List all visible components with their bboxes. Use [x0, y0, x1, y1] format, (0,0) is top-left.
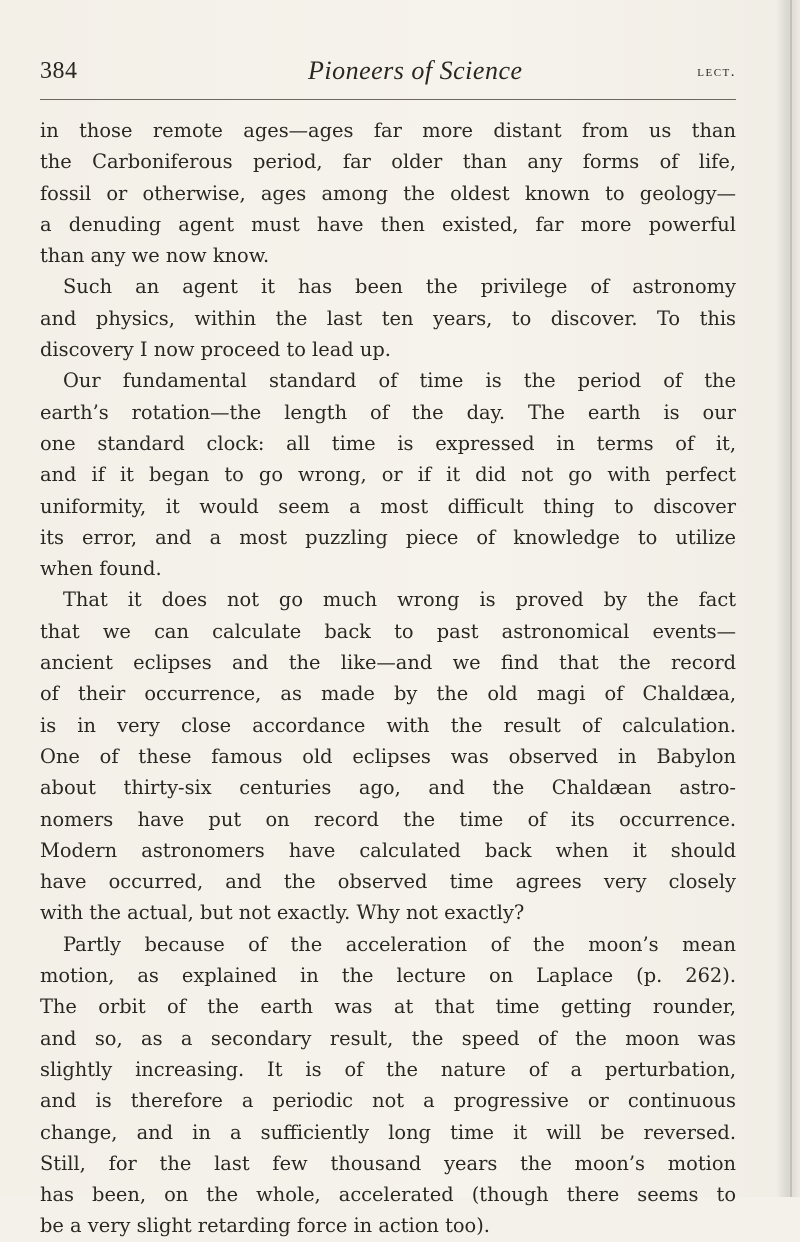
- text-line: Such an agent it has been the privilege of astronomy: [63, 275, 736, 299]
- text-line: slightly increasing. It is of the nature of a perturbation,: [40, 1057, 736, 1081]
- text-line: change, and in a sufficiently long time it will be reversed.: [40, 1120, 736, 1144]
- text-line: Modern astronomers have calculated back when it should: [40, 838, 736, 862]
- running-header: [40, 56, 736, 92]
- text-line: one standard clock: all time is expressed in terms of it,: [40, 431, 736, 455]
- text-line: motion, as explained in the lecture on Laplace (p. 262).: [40, 964, 736, 988]
- text-line: be a very slight retarding force in action too).: [40, 1214, 490, 1238]
- text-line: and so, as a secondary result, the speed of the moon was: [40, 1026, 736, 1050]
- running-title: Pioneers of Science: [308, 56, 523, 85]
- text-line: of their occurrence, as made by the old magi of Chaldæa,: [40, 682, 736, 706]
- text-line: fossil or otherwise, ages among the oldest known to geology—: [40, 181, 736, 205]
- text-line: when found.: [40, 557, 162, 581]
- text-line: have occurred, and the observed time agrees very closely: [40, 870, 736, 894]
- text-line: ancient eclipses and the like—and we find that the record: [40, 651, 736, 675]
- text-line: in those remote ages—ages far more distant from us than: [40, 119, 736, 142]
- text-line: Still, for the last few thousand years the moon’s motion: [40, 1151, 736, 1175]
- text-line: and is therefore a periodic not a progressive or continuous: [40, 1089, 736, 1113]
- text-line: has been, on the whole, accelerated (though there seems to: [40, 1183, 736, 1207]
- text-line: with the actual, but not exactly. Why not exactly?: [40, 901, 525, 925]
- header-rule: [40, 99, 736, 100]
- text-line: and physics, within the last ten years, to discover. To this: [40, 306, 736, 330]
- text-line: nomers have put on record the time of its occurrence.: [40, 807, 736, 831]
- text-line: than any we now know.: [40, 244, 270, 268]
- text-line: uniformity, it would seem a most difficult thing to discover: [40, 494, 736, 518]
- text-line: One of these famous old eclipses was observed in Babylon: [40, 744, 736, 768]
- text-line: The orbit of the earth was at that time getting rounder,: [40, 995, 736, 1019]
- text-line: Our fundamental standard of time is the period of the: [63, 369, 736, 393]
- text-line: and if it began to go wrong, or if it did not go with perfect: [40, 463, 736, 487]
- text-line: a denuding agent must have then existed, far more powerful: [40, 212, 736, 236]
- page-edge: [790, 0, 792, 1197]
- text-line: Partly because of the acceleration of the moon’s mean: [63, 932, 736, 956]
- text-line: the Carboniferous period, far older than any forms of life,: [40, 150, 736, 174]
- body-text: [40, 115, 736, 1242]
- section-tag: lect.: [697, 64, 736, 80]
- text-line: discovery I now proceed to lead up.: [40, 338, 391, 362]
- text-line: its error, and a most puzzling piece of knowledge to utilize: [40, 525, 736, 549]
- page-number: 384: [40, 58, 78, 84]
- text-line: about thirty-six centuries ago, and the Chaldæan astro-: [40, 776, 736, 800]
- text-line: that we can calculate back to past astronomical events—: [40, 619, 736, 643]
- text-line: earth’s rotation—the length of the day. The earth is our: [40, 400, 736, 424]
- text-line: is in very close accordance with the result of calculation.: [40, 713, 736, 737]
- text-line: That it does not go much wrong is proved by the fact: [63, 588, 736, 612]
